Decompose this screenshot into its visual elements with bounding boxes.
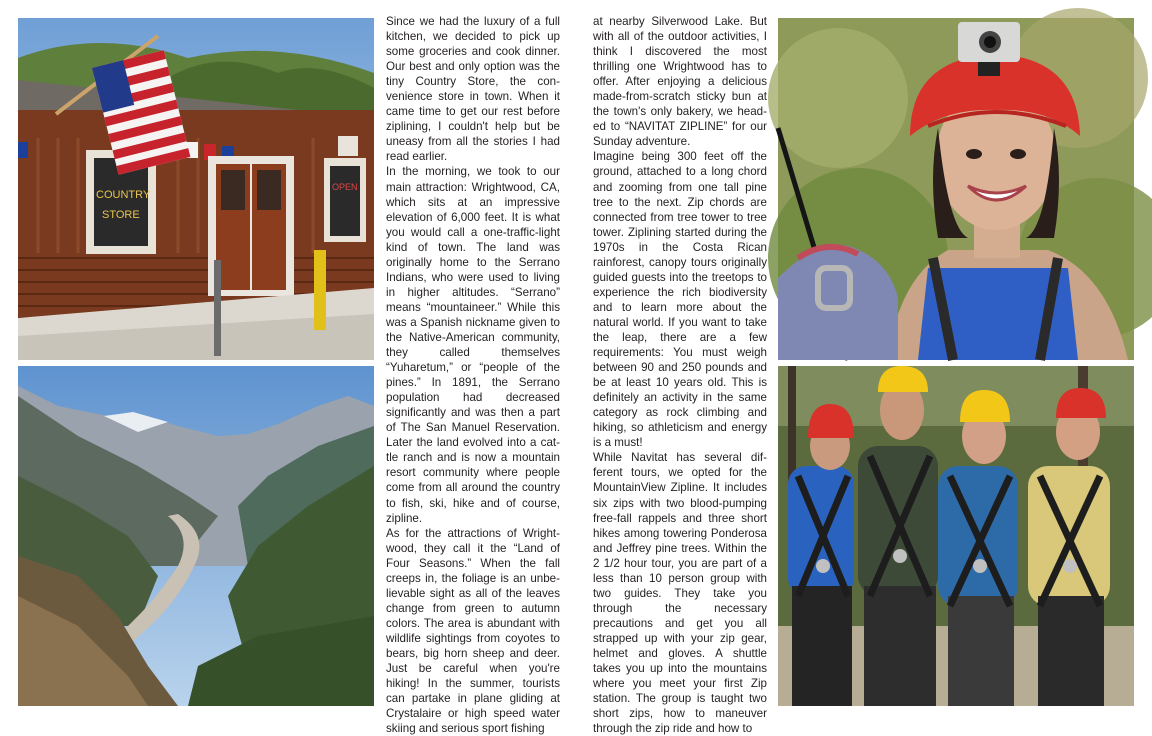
open-sign-text: OPEN — [332, 182, 358, 192]
country-store-photo — [18, 18, 374, 360]
article-paragraph: Since we had the luxury of a full kitchen, we decided to pick up some groceries and cook dinner. Our best and only option was the tiny Country Store, the convenience store in town. When it came time to get our rest before ziplining, I couldn't help but be uneasy from all the stories I had read earlier. — [386, 15, 560, 164]
article-paragraph: As for the attractions of Wrightwood, they call it the “Land of Four Seasons.” When the fall creeps in, the foliage is an unbelievable sight as all of the leaves change from green to autumn colors. The area is abundant with wildlife sightings from coyotes to bears, big horn sheep and deer. Just be careful when you're hiking! In the summer, tourists can partake in plane gliding at Crystalaire or high speed water skiing and serious sport fishing — [386, 526, 560, 736]
zipliner-portrait-photo — [778, 18, 1134, 360]
article-paragraph: In the morning, we took to our main attraction: Wrightwood, CA, which sits at an impressive elevation of 6,000 feet. It is what you would call a one-traffic-light kind of town. The land was originally home to the Serrano Indians, who were used to living in higher altitudes. “Serrano” means “mountaineer.” While this was a Spanish nickname given to the Native-American community, they called themselves “Yuharetum,” or “people of the pines.” In 1891, the Serrano population had decreased significantly and was then a part of The San Manuel Reservation. Later the land evolved into a cattle ranch and is now a mountain resort community where people come from all around the country to fish, ski, hike and of course, zipline. — [386, 165, 560, 525]
store-sign-text: STORE — [102, 209, 140, 221]
article-column-2 — [593, 14, 767, 736]
article-paragraph: While Navitat has several different tours, we opted for the MountainView Zipline. It includes six zips with two blood-pumping free-fall rappels and three short hikes among towering Ponderosa and Jeffrey pine trees. Within the 2 1/2 hour tour, you are part of a less than 10 person group with two guides. They take you through the necessary precautions and get you all strapped up with your zip gear, helmet and gloves. A shuttle takes you up into the mountains where you meet your first Zip station. The group is taught two short zips, how to maneuver through the zip ride and how to — [593, 451, 767, 736]
article-paragraph: Imagine being 300 feet off the ground, attached to a long chord and zooming from one tall pine tree to the next. Zip chords are connected from tree tower to tree tower. Ziplining started during the 1970s in the Costa Rican rainforest, canopy tours originally guided guests into the treetops to experience the rich biodiversity and to learn more about the natural world. If you want to take the leap, there are a few requirements: You must weigh between 90 and 250 pounds and be at least 10 years old. This is definitely an activity in the same category as rock climbing and hiking, so athleticism and energy is a must! — [593, 150, 767, 450]
article-paragraph: at nearby Silverwood Lake. But with all of the outdoor activities, I think I discovered the most thrilling one Wrightwood has to offer. After enjoying a delicious made-from-scratch sticky bun at the town's only bakery, we headed to “NAVITAT ZIPLINE” for our Sunday adventure. — [593, 15, 767, 149]
article-column-1 — [386, 14, 560, 736]
mountain-valley-photo — [18, 366, 374, 706]
zipline-group-photo — [778, 366, 1134, 706]
country-sign-text: COUNTRY — [96, 189, 151, 201]
